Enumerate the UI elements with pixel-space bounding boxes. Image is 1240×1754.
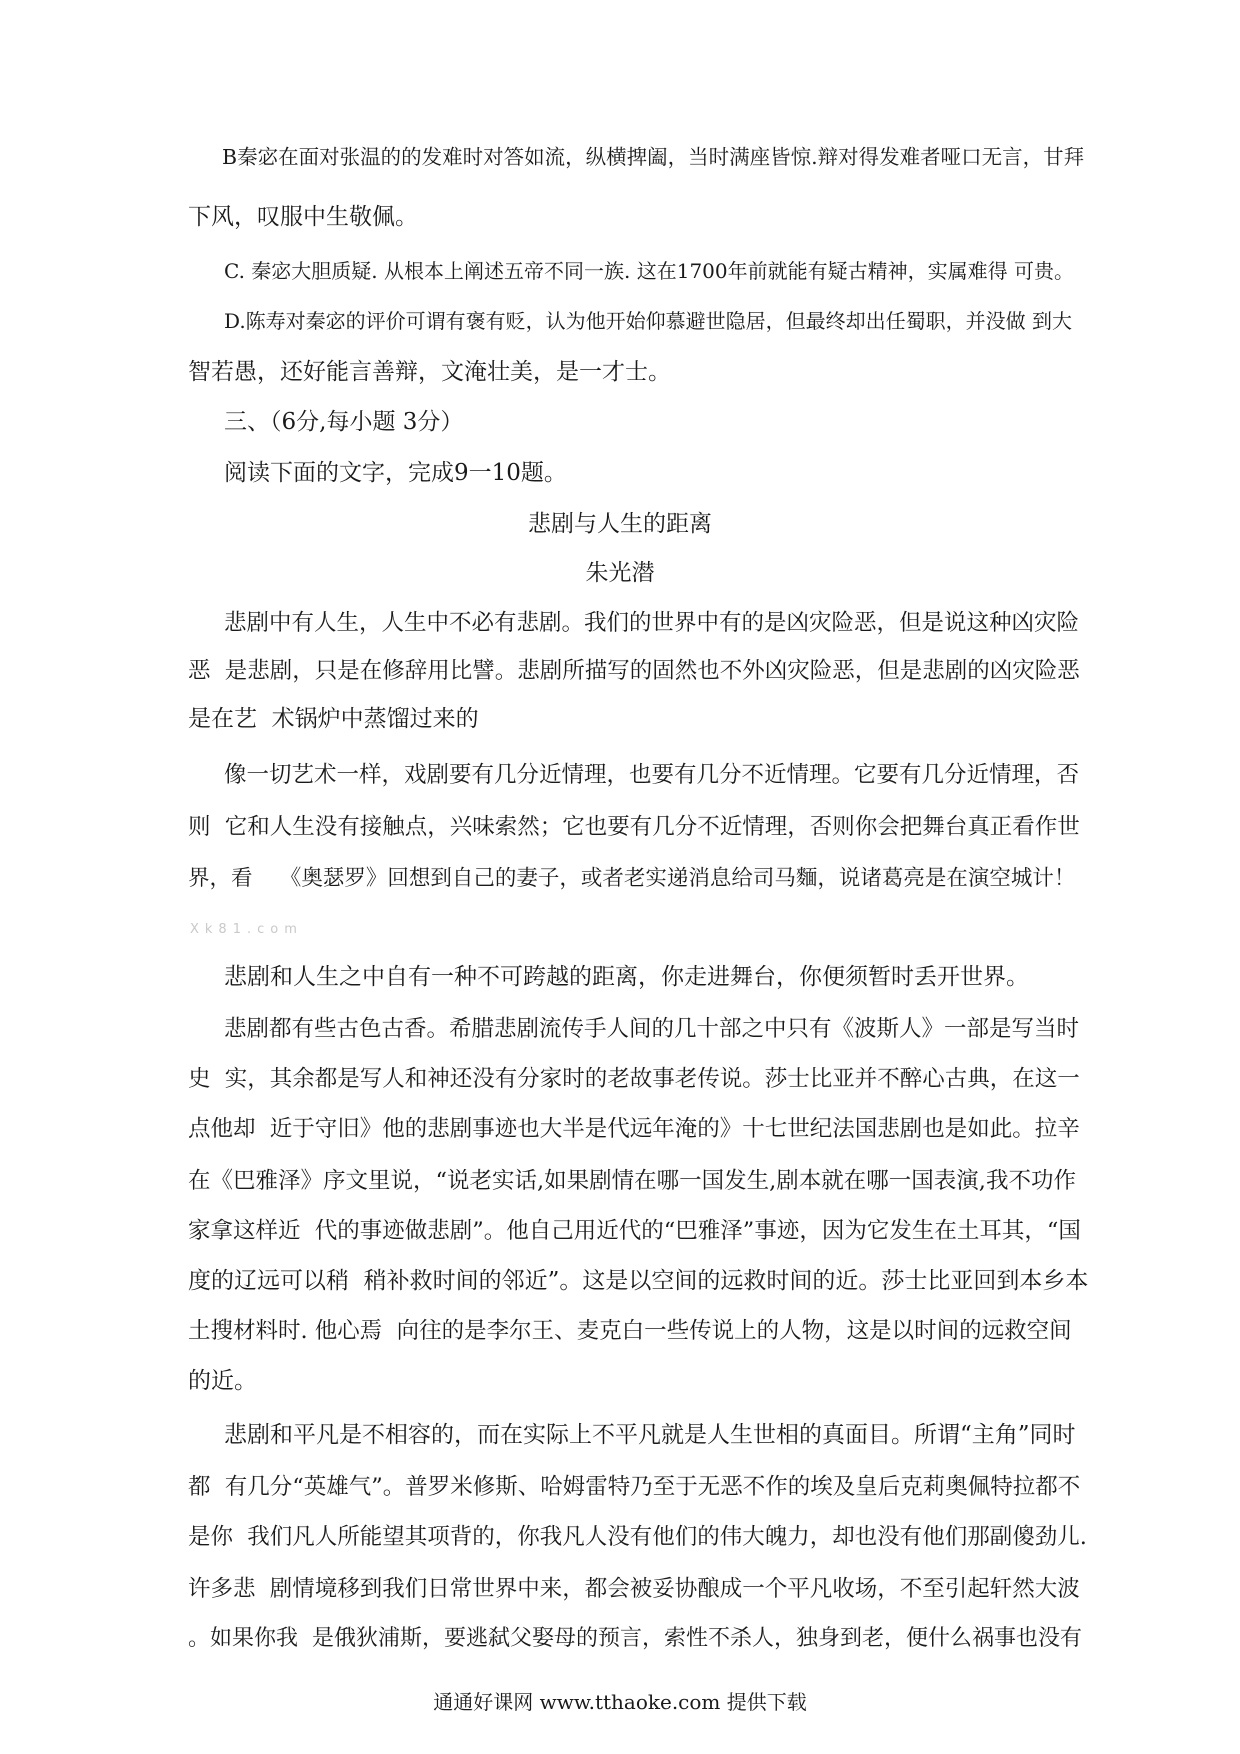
article-line: 都 有几分“英雄气”。普罗米修斯、哈姆雷特乃至于无恶不作的埃及皇后克莉奥佩特拉都不 bbox=[188, 1474, 1081, 1500]
reading-instruction: 阅读下面的文字，完成9一10题。 bbox=[224, 460, 567, 486]
article-line: 是在艺 术锅炉中蒸馏过来的 bbox=[188, 706, 479, 732]
article-line: 点他却 近于守旧》他的悲剧事迹也大半是代远年淹的》十七世纪法国悲剧也是如此。拉辛 bbox=[188, 1116, 1080, 1142]
article-line: 像一切艺术一样，戏剧要有几分近情理，也要有几分不近情理。它要有几分近情理，否 bbox=[224, 762, 1080, 788]
article-author: 朱光潜 bbox=[585, 560, 655, 586]
page-footer: 通通好课网 www.tthaoke.com 提供下载 bbox=[433, 1690, 807, 1714]
article-line: 在《巴雅泽》序文里说，“说老实话,如果剧情在哪一国发生,剧本就在哪一国表演,我不功作 bbox=[188, 1168, 1076, 1194]
option-d-line-2: 智若愚，还好能言善辩，文淹壮美，是一才士。 bbox=[188, 359, 671, 385]
article-line: 悲剧中有人生，人生中不必有悲剧。我们的世界中有的是凶灾险恶，但是说这种凶灾险 bbox=[224, 610, 1080, 636]
article-line: 度的辽远可以稍 稍补救时间的邻近”。这是以空间的远救时间的近。莎士比亚回到本乡本 bbox=[188, 1268, 1089, 1294]
article-line: 悲剧和人生之中自有一种不可跨越的距离，你走进舞台，你便须暂时丢开世界。 bbox=[224, 964, 1029, 990]
article-line: 史 实，其余都是写人和神还没有分家时的老故事老传说。莎士比亚并不醉心古典，在这一 bbox=[188, 1066, 1080, 1092]
article-line: 恶 是悲剧，只是在修辞用比譬。悲剧所描写的固然也不外凶灾险恶，但是悲剧的凶灾险恶 bbox=[188, 658, 1080, 684]
article-title: 悲剧与人生的距离 bbox=[528, 511, 712, 537]
article-line: 悲剧都有些古色古香。希腊悲剧流传手人间的几十部之中只有《波斯人》一部是写当时 bbox=[224, 1016, 1080, 1042]
section-heading: 三、（6分,每小题 3分） bbox=[224, 409, 464, 435]
option-c-line: C. 秦宓大胆质疑. 从根本上阐述五帝不同一族. 这在1700年前就能有疑古精神，实属难得 可贵。 bbox=[224, 259, 1074, 283]
article-line: 则 它和人生没有接触点，兴味索然；它也要有几分不近情理，否则你会把舞台真正看作世 bbox=[188, 814, 1080, 840]
option-b-line-1: B秦宓在面对张温的的发难时对答如流，纵横捭阖，当时满座皆惊.辩对得发难者哑口无言，甘拜 bbox=[222, 145, 1085, 169]
article-line: 土搜材料时. 他心焉 向往的是李尔王、麦克白一些传说上的人物，这是以时间的远救空间 bbox=[188, 1318, 1072, 1344]
article-line: 。如果你我 是俄狄浦斯，要逃弑父娶母的预言，索性不杀人，独身到老，便什么祸事也没有 bbox=[188, 1626, 1082, 1651]
article-line: 的近。 bbox=[188, 1368, 257, 1394]
article-line: 许多悲 剧情境移到我们日常世界中来，都会被妥协酿成一个平凡收场，不至引起轩然大波 bbox=[188, 1576, 1080, 1602]
watermark-text: Xk81.com bbox=[190, 922, 303, 937]
option-d-line-1: D.陈寿对秦宓的评价可谓有褒有贬，认为他开始仰慕避世隐居，但最终却出任蜀职，并没做 到大 bbox=[224, 309, 1073, 333]
option-b-line-2: 下风，叹服中生敬佩。 bbox=[188, 204, 418, 230]
article-line: 悲剧和平凡是不相容的，而在实际上不平凡就是人生世相的真面目。所谓“主角”同时 bbox=[224, 1422, 1076, 1448]
article-line: 家拿这样近 代的事迹做悲剧”。他自己用近代的“巴雅泽”事迹，因为它发生在土耳其，“国 bbox=[188, 1218, 1081, 1244]
article-line: 是你 我们凡人所能望其项背的，你我凡人没有他们的伟大魄力，却也没有他们那副傻劲儿. bbox=[188, 1524, 1087, 1550]
article-line: 界，看 《奥瑟罗》回想到自己的妻子，或者老实递消息给司马麵，说诸葛亮是在演空城计！ bbox=[188, 866, 1076, 891]
